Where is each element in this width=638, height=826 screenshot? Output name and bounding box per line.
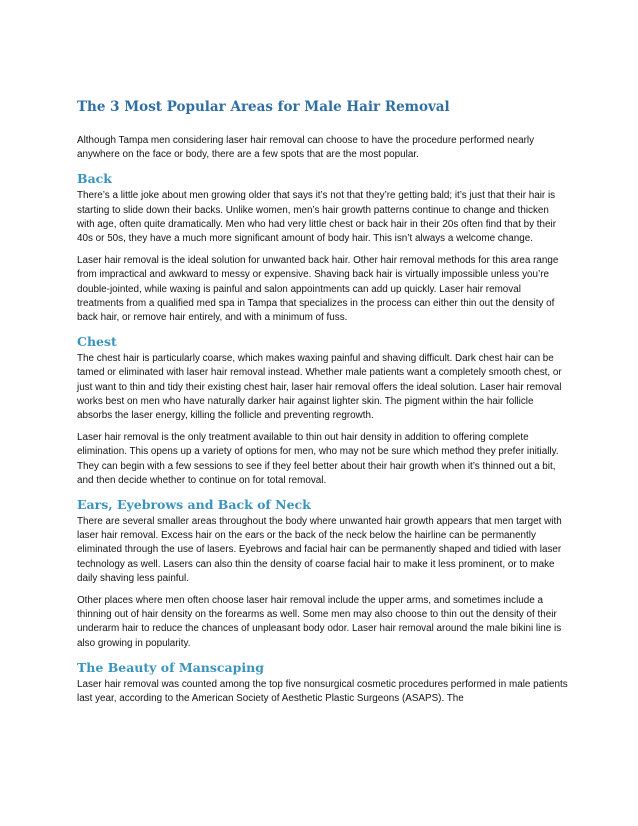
section-paragraph: Other places where men often choose laser hair removal include the upper arms, and sometimes include a thinning out of hair density on the forearms as well. Some men may also choose to thin out the density of their underarm hair to reduce the chances of unpleasant body odor. Laser hair removal around the male bikini line is also growing in popularity.: [77, 595, 562, 649]
section-heading: Chest: [77, 334, 117, 350]
section-paragraph: Laser hair removal was counted among the top five nonsurgical cosmetic procedures performed in male patients last year, according to the American Society of Aesthetic Plastic Surgeons (ASAPS). The: [77, 678, 568, 705]
section-back: [77, 170, 568, 325]
intro-paragraph: Although Tampa men considering laser hair removal can choose to have the procedure performed nearly anywhere on the face or body, there are a few spots that are the most popular.: [77, 135, 535, 161]
section-heading: Back: [77, 171, 112, 187]
section-heading: Ears, Eyebrows and Back of Neck: [77, 497, 311, 513]
document-title: The 3 Most Popular Areas for Male Hair Removal: [77, 99, 450, 115]
section-paragraph: There are several smaller areas throughout the body where unwanted hair growth appears that men target with laser hair removal. Excess hair on the ears or the back of the neck below the hairline can be permanently eliminated through the use of lasers. Eyebrows and facial hair can be permanently shaped and tidied with laser technology as well. Lasers can also thin the density of coarse facial hair to make it less prominent, or to make daily shaving less painful.: [77, 516, 562, 584]
section-paragraph: Laser hair removal is the ideal solution for unwanted back hair. Other hair removal methods for this area range from impractical and awkward to messy or expensive. Shaving back hair is virtually impossible unless you’re double-jointed, while waxing is painful and salon appointments can add up quickly. Laser hair removal treatments from a qualified med spa in Tampa that specializes in the process can either thin out the density of back hair, or remove hair entirely, and with a minimum of fuss.: [77, 255, 559, 324]
section-paragraph: The chest hair is particularly coarse, which makes waxing painful and shaving difficult. Dark chest hair can be tamed or eliminated with laser hair removal instead. Whether male patients want a completely smooth chest, or just want to thin and tidy their existing chest hair, laser hair removal offers the ideal solution. Laser hair removal works best on men who have naturally darker hair against lighter skin. The pigment within the hair follicle absorbs the laser energy, killing the follicle and preventing regrowth.: [77, 353, 562, 422]
section-paragraph: Laser hair removal is the only treatment available to thin out hair density in addition to offering complete elimination. This opens up a variety of options for men, who may not be sure which method they prefer initially. They can begin with a few sessions to see if they feel better about their hair growth when it’s thinned out a bit, and then decide whether to continue on for total removal.: [77, 432, 559, 486]
section-manscaping: [77, 659, 568, 706]
section-chest: [77, 333, 568, 488]
section-paragraph: There’s a little joke about men growing older that says it’s not that they’re getting bald; it’s just that their hair is starting to slide down their backs. Unlike women, men’s hair growth patterns continue to change and thicken with age, often quite dramatically. Men who had very little chest or back hair in their 20s often find that by their 40s or 50s, they have a much more significant amount of body hair. This isn’t always a welcome change.: [77, 190, 557, 245]
section-heading: The Beauty of Manscaping: [77, 659, 264, 675]
section-ears-eyebrows-neck: [77, 496, 568, 651]
